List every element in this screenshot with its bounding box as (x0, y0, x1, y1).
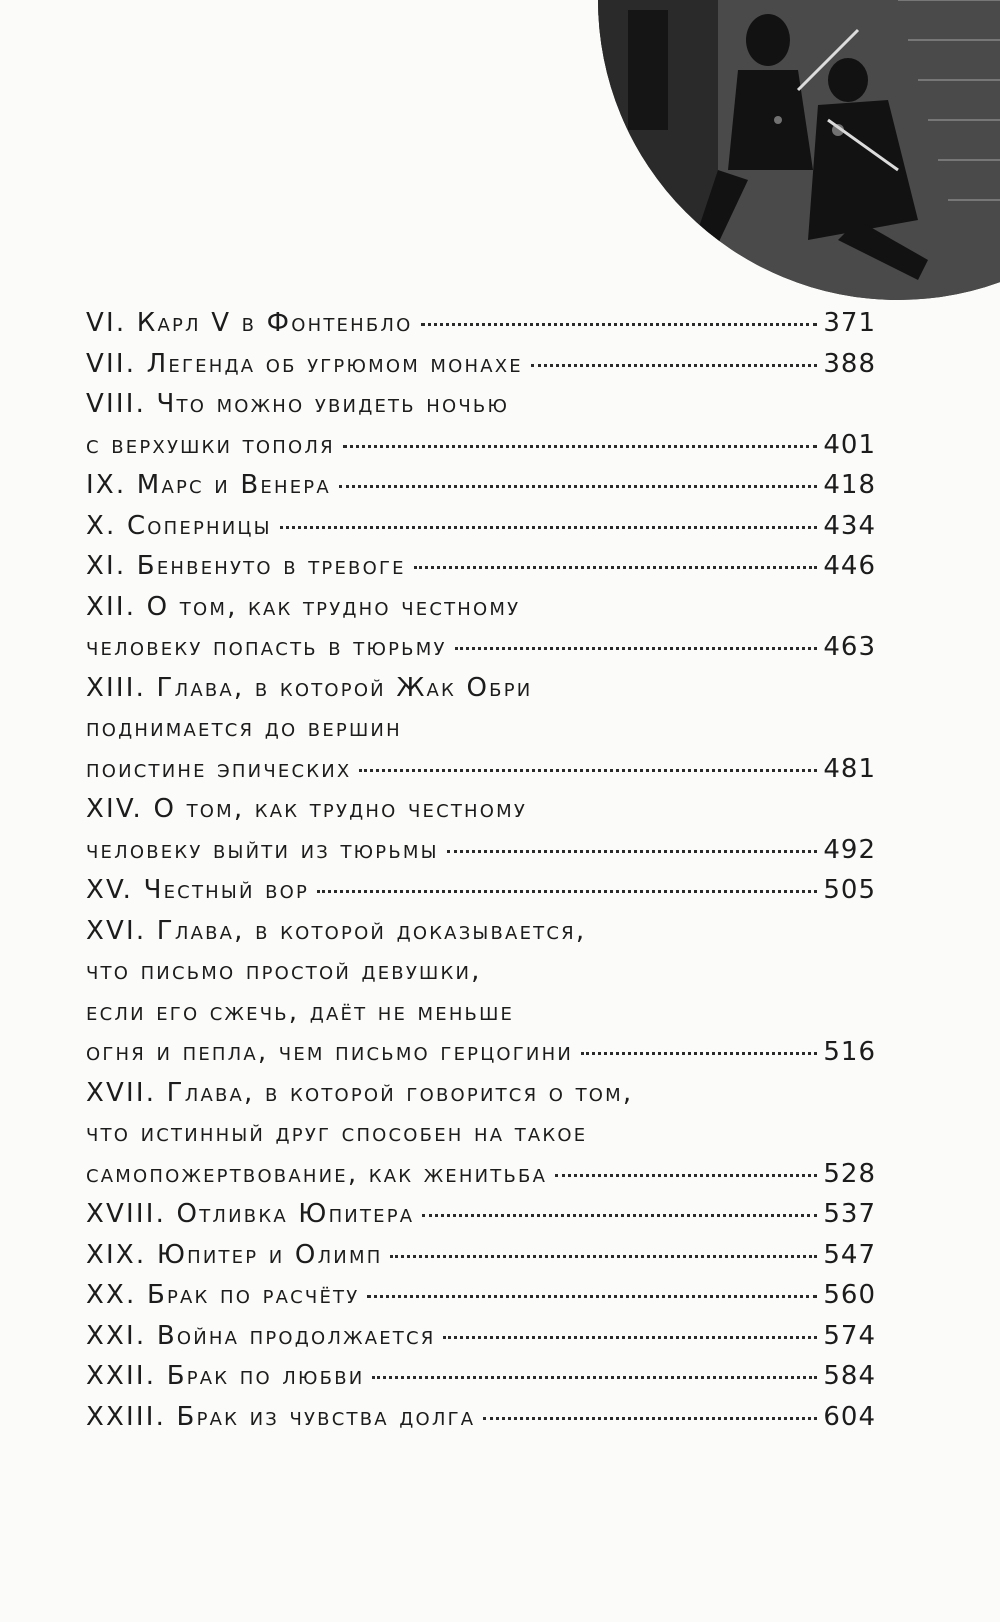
toc-entry[interactable] (86, 384, 876, 465)
dot-leader (367, 1295, 817, 1298)
toc-entry[interactable] (86, 1316, 876, 1357)
toc-entry-title: XIX. Юпитер и Олимп (86, 1239, 383, 1270)
toc-entry[interactable] (86, 546, 876, 587)
toc-line (86, 1194, 876, 1235)
toc-page-number: 505 (823, 875, 876, 905)
dot-leader (280, 526, 818, 529)
toc-line (86, 627, 876, 668)
toc-entry-title: XIII. Глава, в которой Жак Обри (86, 672, 533, 703)
toc-entry-title: XV. Честный вор (86, 875, 310, 905)
toc-line (86, 1356, 876, 1397)
toc-line (86, 911, 876, 952)
toc-page-number: 418 (823, 470, 876, 500)
toc-entry-title: огня и пепла, чем письмо герцогини (86, 1037, 573, 1067)
dot-leader (443, 1336, 817, 1339)
toc-entry[interactable] (86, 1397, 876, 1438)
toc-entry[interactable] (86, 1194, 876, 1235)
dot-leader (422, 1214, 817, 1217)
dot-leader (343, 445, 818, 448)
toc-entry[interactable] (86, 668, 876, 790)
toc-line (86, 789, 876, 830)
toc-page-number: 604 (823, 1401, 876, 1432)
toc-line (86, 708, 876, 749)
dot-leader (447, 850, 818, 853)
toc-page-number: 446 (823, 551, 876, 581)
toc-entry-title: поистине эпических (86, 753, 352, 784)
toc-entry[interactable] (86, 1356, 876, 1397)
toc-line (86, 1032, 876, 1073)
toc-entry[interactable] (86, 789, 876, 870)
dot-leader (455, 647, 818, 650)
toc-line (86, 384, 876, 425)
toc-line (86, 1073, 876, 1114)
dot-leader (581, 1052, 817, 1055)
toc-entry[interactable] (86, 1235, 876, 1276)
toc-line (86, 749, 876, 790)
toc-line (86, 1316, 876, 1357)
toc-line (86, 303, 876, 344)
toc-entry-title: XIV. О том, как трудно честному (86, 794, 528, 824)
toc-line (86, 1154, 876, 1195)
toc-page-number: 547 (823, 1239, 876, 1270)
toc-line (86, 870, 876, 911)
dot-leader (339, 485, 818, 488)
toc-page-number: 401 (823, 429, 876, 460)
toc-line (86, 1275, 876, 1316)
table-of-contents (86, 303, 876, 1437)
toc-line (86, 668, 876, 709)
toc-entry-title: XX. Брак по расчёту (86, 1280, 360, 1310)
toc-entry-title: XVII. Глава, в которой говорится о том, (86, 1077, 634, 1108)
toc-entry[interactable] (86, 506, 876, 547)
toc-page-number: 434 (823, 510, 876, 541)
toc-line (86, 465, 876, 506)
toc-entry-title: если его сжечь, даёт не меньше (86, 996, 515, 1027)
toc-entry-title: XXII. Брак по любви (86, 1361, 365, 1391)
toc-line (86, 587, 876, 628)
toc-entry-title: XVIII. Отливка Юпитера (86, 1199, 415, 1229)
toc-entry[interactable] (86, 344, 876, 385)
toc-page-number: 371 (823, 308, 876, 338)
toc-entry-title: VII. Легенда об угрюмом монахе (86, 348, 523, 379)
toc-entry-title: человеку выйти из тюрьмы (86, 834, 439, 865)
toc-line (86, 425, 876, 466)
toc-entry-title: XXI. Война продолжается (86, 1320, 436, 1351)
toc-line (86, 951, 876, 992)
dot-leader (531, 364, 817, 367)
toc-entry[interactable] (86, 587, 876, 668)
dot-leader (483, 1417, 817, 1420)
dot-leader (421, 323, 818, 326)
toc-entry-title: XII. О том, как трудно честному (86, 591, 521, 622)
toc-entry[interactable] (86, 911, 876, 1073)
toc-page-number: 574 (823, 1320, 876, 1351)
toc-line (86, 546, 876, 587)
toc-entry-title: IX. Марс и Венера (86, 470, 331, 500)
toc-entry-title: XXIII. Брак из чувства долга (86, 1401, 476, 1432)
toc-page-number: 463 (823, 632, 876, 662)
toc-entry-title: что письмо простой девушки, (86, 956, 482, 986)
toc-page-number: 560 (823, 1280, 876, 1310)
toc-entry[interactable] (86, 465, 876, 506)
dot-leader (317, 890, 817, 893)
toc-line (86, 1235, 876, 1276)
toc-entry[interactable] (86, 870, 876, 911)
toc-entry-title: с верхушки тополя (86, 429, 335, 460)
toc-entry-title: поднимается до вершин (86, 713, 402, 743)
toc-page-number: 516 (823, 1037, 876, 1067)
toc-entry-title: VIII. Что можно увидеть ночью (86, 389, 510, 419)
toc-page-number: 388 (823, 348, 876, 379)
dot-leader (372, 1376, 817, 1379)
toc-entry-title: XI. Бенвенуто в тревоге (86, 551, 406, 581)
toc-entry-title: человеку попасть в тюрьму (86, 632, 447, 662)
toc-line (86, 506, 876, 547)
toc-page-number: 492 (823, 834, 876, 865)
dot-leader (390, 1255, 817, 1258)
toc-page-number: 528 (823, 1158, 876, 1189)
toc-page-number: 584 (823, 1361, 876, 1391)
toc-line (86, 830, 876, 871)
toc-entry-title: XVI. Глава, в которой доказывается, (86, 915, 587, 946)
toc-entry-title: VI. Карл V в Фонтенбло (86, 308, 413, 338)
toc-line (86, 344, 876, 385)
toc-line (86, 1397, 876, 1438)
toc-entry[interactable] (86, 1275, 876, 1316)
toc-entry-title: что истинный друг способен на такое (86, 1118, 588, 1148)
dot-leader (555, 1174, 817, 1177)
toc-entry-title: X. Соперницы (86, 510, 272, 541)
dot-leader (359, 769, 817, 772)
toc-line (86, 1113, 876, 1154)
toc-page-number: 537 (823, 1199, 876, 1229)
engraving-illustration (598, 0, 1000, 300)
toc-page-number: 481 (823, 753, 876, 784)
toc-entry[interactable] (86, 1073, 876, 1195)
toc-line (86, 992, 876, 1033)
toc-entry-title: самопожертвование, как женитьба (86, 1158, 548, 1189)
toc-entry[interactable] (86, 303, 876, 344)
dot-leader (414, 566, 818, 569)
